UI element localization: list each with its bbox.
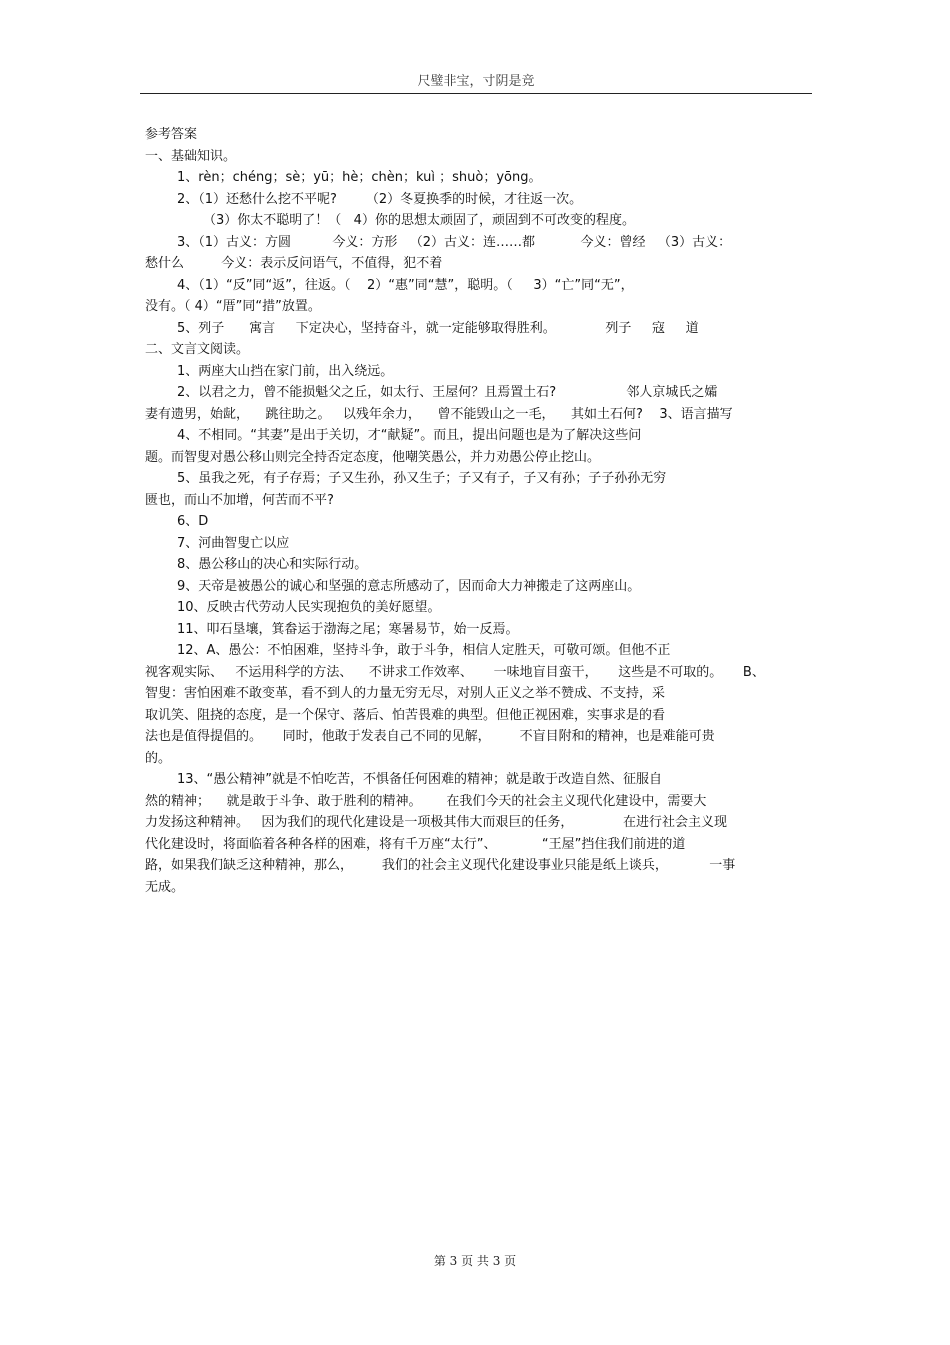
page-number: 第 3 页 共 3 页	[433, 1254, 517, 1268]
text-line: 无成。	[145, 879, 185, 895]
answer-content	[145, 124, 810, 898]
page-header: 尺璧非宝，寸阴是竞	[417, 74, 535, 89]
text-line: 5、列子 寓言 下定决心，坚持奋斗，就一定能够取得胜利。 列子 寇 道	[177, 320, 699, 336]
text-line: 二、文言文阅读。	[145, 342, 250, 357]
text-line: 取讥笑、阻挠的态度，是一个保守、落后、怕苦畏难的典型。但他正视困难，实事求是的看	[145, 707, 666, 723]
text-line: 1、rèn；chéng；sè；yū；hè；chèn；kuì ；shuò；yōng。	[177, 170, 542, 185]
text-line: 12、A、愚公：不怕困难，坚持斗争，敢于斗争，相信人定胜天，可敬可颂。但他不正	[177, 643, 671, 658]
text-line: 3、（1）古义：方圆 今义：方形 （2）古义：连……都 今义：曾经 （3）古义：	[177, 234, 732, 250]
text-line: 然的精神； 就是敢于斗争、敢于胜利的精神。 在我们今天的社会主义现代化建设中，需要大	[145, 793, 707, 809]
text-line: 视客观实际、 不运用科学的方法、 不讲求工作效率、 一味地盲目蛮干， 这些是不可取的。 B、	[145, 664, 765, 680]
text-line: 路，如果我们缺乏这种精神，那么， 我们的社会主义现代化建设事业只能是纸上谈兵， 一事	[145, 858, 736, 873]
text-line: 匮也，而山不加增，何苦而不平?	[145, 492, 334, 508]
text-line: 智叟：害怕困难不敢变革，看不到人的力量无穷无尽，对别人正义之举不赞成、不支持，采	[145, 686, 666, 701]
text-line: 没有。（ 4）“厝”同“措”放置。	[145, 299, 321, 314]
text-line: 的。	[145, 750, 172, 766]
text-line: 1、两座大山挡在家门前，出入绕远。	[177, 363, 394, 379]
text-line: 8、愚公移山的决心和实际行动。	[177, 557, 368, 572]
text-line: 7、河曲智叟亡以应	[177, 535, 290, 551]
text-line: 10、反映古代劳动人民实现抱负的美好愿望。	[177, 600, 441, 615]
text-line: 2、以君之力，曾不能损魁父之丘，如太行、王屋何？且焉置土石? 邻人京城氏之孀	[177, 385, 718, 400]
text-line: 4、不相同。“其妻”是出于关切，才“献疑”。而且，提出问题也是为了解决这些问	[177, 428, 642, 443]
text-line: 题。而智叟对愚公移山则完全持否定态度，他嘲笑愚公，并力劝愚公停止挖山。	[145, 449, 601, 465]
text-line: 力发扬这种精神。 因为我们的现代化建设是一项极其伟大而艰巨的任务， 在进行社会主义现	[145, 815, 727, 830]
text-line: 11、叩石垦壤，箕畚运于渤海之尾；寒暑易节，始一反焉。	[177, 621, 519, 637]
text-line: 一、基础知识。	[145, 148, 237, 164]
text-line: 代化建设时，将面临着各种各样的困难，将有千万座“太行”、 “王屋”挡住我们前进的道	[145, 836, 686, 852]
text-line: 4、（1）“反”同“返”，往返。（ 2）“惠”同“慧”，聪明。（ 3）“亡”同“无”，	[177, 277, 634, 293]
text-line: 6、D	[177, 514, 209, 529]
text-line: （3）你太不聪明了！（ 4）你的思想太顽固了，顽固到不可改变的程度。	[203, 213, 635, 228]
text-line: 参考答案	[145, 127, 198, 142]
text-line: 5、虽我之死，有子存焉；子又生孙，孙又生子；子又有子，子又有孙；子子孙孙无穷	[177, 471, 667, 486]
text-line: 愁什么 今义：表示反问语气，不值得，犯不着	[145, 256, 443, 271]
header-divider	[140, 93, 812, 94]
text-line: 9、天帝是被愚公的诚心和坚强的意志所感动了，因而命大力神搬走了这两座山。	[177, 578, 641, 594]
text-line: 2、（1）还愁什么挖不平呢? （2）冬夏换季的时候，才往返一次。	[177, 191, 583, 207]
text-line: 法也是值得提倡的。 同时，他敢于发表自己不同的见解， 不盲目附和的精神，也是难能可贵	[145, 729, 715, 744]
text-line: 13、“愚公精神”就是不怕吃苦，不惧备任何困难的精神；就是敢于改造自然、征服自	[177, 772, 663, 787]
text-line: 妻有遗男，始龀， 跳往助之。 以残年余力， 曾不能毁山之一毛， 其如土石何? 3、语言描写	[145, 406, 733, 422]
